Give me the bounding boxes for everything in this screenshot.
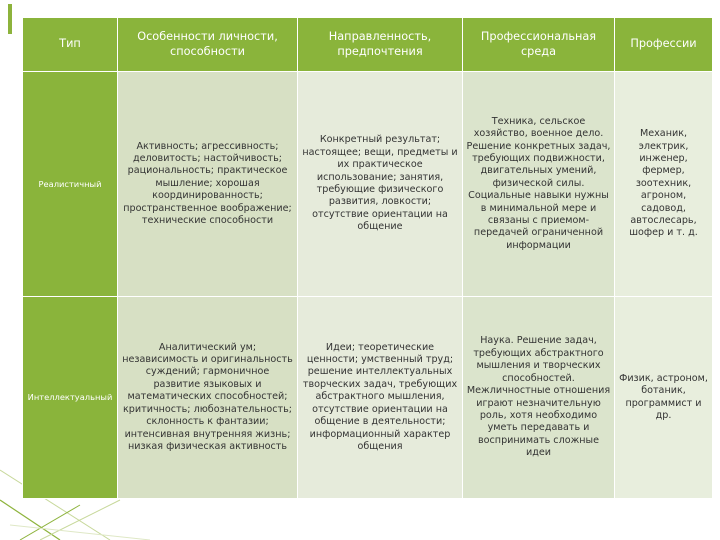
row-environment: Наука. Решение задач, требующих абстрактного мышления и творческих способностей. Межличностные отношения играют незначительную роль, хотя необходимо уметь передавать и воспринимать сложные идеи [463, 297, 615, 499]
row-orientation: Конкретный результат; настоящее; вещи, предметы и их практическое использование; занятия, требующие физического развития, ловкости; отсутствие ориентации на общение [298, 72, 463, 297]
row-type: Реалистичный [23, 72, 118, 297]
row-traits: Активность; агрессивность; деловитость; настойчивость; рациональность; практическое мышление; хорошая координированность; пространственное воображение; технические способности [118, 72, 298, 297]
table-row [23, 297, 713, 499]
header-orientation: Направленность, предпочтения [298, 18, 463, 72]
header-type: Тип [23, 18, 118, 72]
row-orientation: Идеи; теоретические ценности; умственный труд; решение интеллектуальных творческих задач, требующих абстрактного мышления, отсутствие ориентации на общение в деятельности; информационный характер общения [298, 297, 463, 499]
table-row [23, 72, 713, 297]
row-traits: Аналитический ум; независимость и оригинальность суждений; гармоничное развитие языковых и математических способностей; критичность; любознательность; склонность к фантазии; интенсивная внутренняя жизнь; низкая физическая активность [118, 297, 298, 499]
row-environment: Техника, сельское хозяйство, военное дело. Решение конкретных задач, требующих подвижности, двигательных умений, физической силы. Социальные навыки нужны в минимальной мере и связаны с приемом-передачей ограниченной информации [463, 72, 615, 297]
holland-types-table [22, 17, 713, 499]
header-environment: Профессиональная среда [463, 18, 615, 72]
row-type: Интеллектуальный [23, 297, 118, 499]
header-professions: Профессии [615, 18, 713, 72]
row-professions: Механик, электрик, инженер, фермер, зоотехник, агроном, садовод, автослесарь, шофер и т. д. [615, 72, 713, 297]
header-traits: Особенности личности, способности [118, 18, 298, 72]
header-row [23, 18, 713, 72]
row-professions: Физик, астроном, ботаник, программист и др. [615, 297, 713, 499]
